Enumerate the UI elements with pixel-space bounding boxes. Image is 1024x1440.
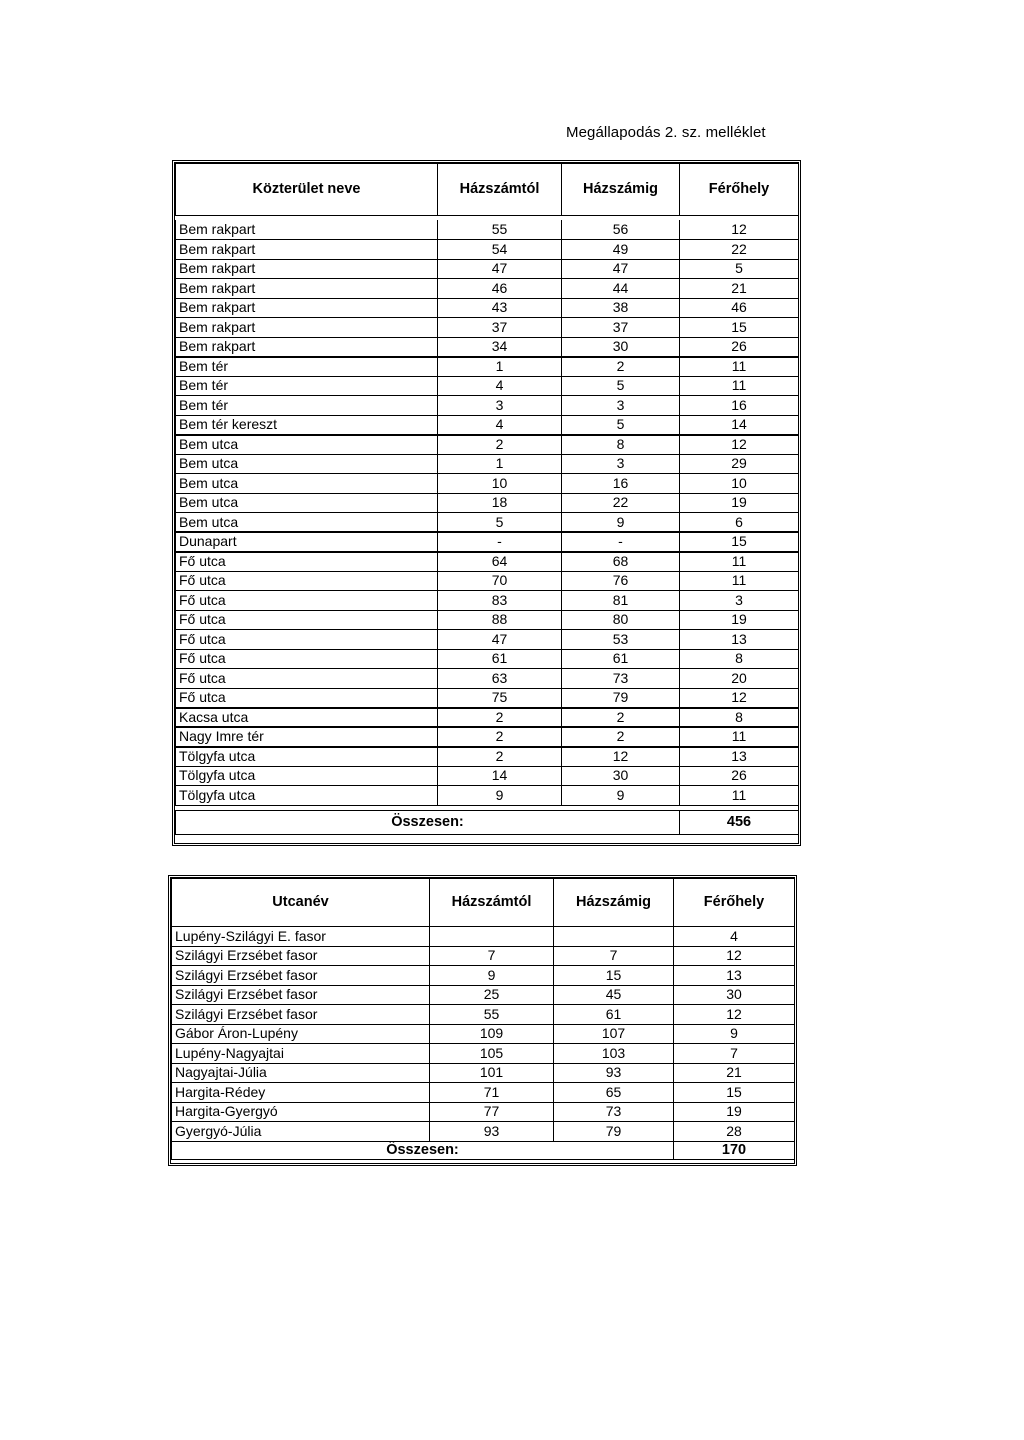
table-row: [176, 786, 799, 806]
table-row: [172, 966, 795, 986]
table-row: [176, 454, 799, 474]
table-row: [176, 259, 799, 279]
cell-street: Bem tér: [176, 396, 438, 416]
cell-to: 8: [562, 435, 680, 455]
cell-from: 18: [438, 493, 562, 513]
cell-capacity: 15: [680, 532, 799, 552]
table-row: [176, 279, 799, 299]
col-header-to: Házszámig: [554, 879, 674, 927]
cell-street: Tölgyfa utca: [176, 786, 438, 806]
cell-street: Hargita-Gyergyó: [172, 1102, 430, 1122]
cell-to: 15: [554, 966, 674, 986]
table-body: [176, 220, 799, 805]
cell-street: Bem tér: [176, 376, 438, 396]
cell-from: 1: [438, 357, 562, 377]
cell-from: 1: [438, 454, 562, 474]
cell-capacity: 3: [680, 591, 799, 611]
table-row: [172, 927, 795, 947]
cell-from: 5: [438, 513, 562, 533]
table-row: [176, 220, 799, 240]
cell-from: 34: [438, 337, 562, 357]
cell-street: Fő utca: [176, 649, 438, 669]
cell-street: Kacsa utca: [176, 708, 438, 728]
cell-to: 45: [554, 985, 674, 1005]
table-row: [176, 474, 799, 494]
cell-street: Bem utca: [176, 454, 438, 474]
cell-to: 2: [562, 727, 680, 747]
cell-capacity: 11: [680, 552, 799, 572]
total-row: [176, 810, 799, 834]
cell-from: 77: [430, 1102, 554, 1122]
cell-from: 61: [438, 649, 562, 669]
total-value: 170: [674, 1141, 795, 1159]
cell-to: 68: [562, 552, 680, 572]
table-row: [176, 318, 799, 338]
cell-capacity: 12: [680, 688, 799, 708]
cell-capacity: 26: [680, 337, 799, 357]
cell-from: 9: [438, 786, 562, 806]
table-row: [176, 357, 799, 377]
cell-to: 73: [562, 669, 680, 689]
cell-street: Bem tér: [176, 357, 438, 377]
table-row: [176, 493, 799, 513]
cell-to: 9: [562, 513, 680, 533]
cell-capacity: 13: [680, 630, 799, 650]
cell-capacity: 6: [680, 513, 799, 533]
table-row: [176, 552, 799, 572]
cell-capacity: 28: [674, 1122, 795, 1142]
table-row: [176, 571, 799, 591]
cell-capacity: 19: [680, 493, 799, 513]
cell-street: Szilágyi Erzsébet fasor: [172, 985, 430, 1005]
cell-from: 105: [430, 1044, 554, 1064]
col-header-capacity: Férőhely: [680, 164, 799, 216]
cell-capacity: 11: [680, 357, 799, 377]
table-row: [172, 1083, 795, 1103]
col-header-to: Házszámig: [562, 164, 680, 216]
cell-capacity: 10: [680, 474, 799, 494]
cell-capacity: 11: [680, 376, 799, 396]
cell-street: Bem rakpart: [176, 259, 438, 279]
cell-from: 7: [430, 946, 554, 966]
cell-to: 44: [562, 279, 680, 299]
cell-street: Bem utca: [176, 513, 438, 533]
cell-street: Fő utca: [176, 630, 438, 650]
table-row: [176, 415, 799, 435]
cell-from: 64: [438, 552, 562, 572]
cell-street: Bem rakpart: [176, 220, 438, 240]
cell-from: 101: [430, 1063, 554, 1083]
cell-from: 47: [438, 630, 562, 650]
table-row: [172, 1063, 795, 1083]
cell-street: Nagyajtai-Júlia: [172, 1063, 430, 1083]
cell-capacity: 22: [680, 240, 799, 260]
col-header-from: Házszámtól: [430, 879, 554, 927]
cell-capacity: 21: [680, 279, 799, 299]
cell-street: Fő utca: [176, 552, 438, 572]
table-row: [172, 1044, 795, 1064]
cell-capacity: 21: [674, 1063, 795, 1083]
cell-from: 83: [438, 591, 562, 611]
cell-to: 73: [554, 1102, 674, 1122]
cell-from: 9: [430, 966, 554, 986]
cell-from: 25: [430, 985, 554, 1005]
cell-to: 7: [554, 946, 674, 966]
cell-from: 2: [438, 727, 562, 747]
cell-to: 3: [562, 396, 680, 416]
table-row: [172, 985, 795, 1005]
table-row: [176, 630, 799, 650]
cell-capacity: 4: [674, 927, 795, 947]
cell-from: 2: [438, 435, 562, 455]
cell-to: 79: [562, 688, 680, 708]
cell-to: 12: [562, 747, 680, 767]
cell-to: 61: [554, 1005, 674, 1025]
cell-street: Fő utca: [176, 610, 438, 630]
cell-capacity: 12: [680, 220, 799, 240]
total-label: Összesen:: [176, 810, 680, 834]
cell-capacity: 8: [680, 708, 799, 728]
cell-from: 46: [438, 279, 562, 299]
table-row: [176, 396, 799, 416]
cell-capacity: 14: [680, 415, 799, 435]
cell-from: 93: [430, 1122, 554, 1142]
cell-from: -: [438, 532, 562, 552]
cell-to: 76: [562, 571, 680, 591]
table-row: [176, 688, 799, 708]
cell-capacity: 7: [674, 1044, 795, 1064]
cell-from: 37: [438, 318, 562, 338]
cell-capacity: 19: [680, 610, 799, 630]
cell-street: Hargita-Rédey: [172, 1083, 430, 1103]
cell-from: 4: [438, 415, 562, 435]
cell-from: 3: [438, 396, 562, 416]
table-row: [176, 747, 799, 767]
table-row: [172, 1122, 795, 1142]
cell-to: 53: [562, 630, 680, 650]
cell-street: Szilágyi Erzsébet fasor: [172, 946, 430, 966]
cell-to: 47: [562, 259, 680, 279]
table-row: [176, 766, 799, 786]
cell-street: Szilágyi Erzsébet fasor: [172, 1005, 430, 1025]
cell-to: 30: [562, 337, 680, 357]
table-row: [176, 240, 799, 260]
cell-capacity: 8: [680, 649, 799, 669]
cell-to: 3: [562, 454, 680, 474]
cell-capacity: 11: [680, 786, 799, 806]
cell-to: 79: [554, 1122, 674, 1142]
cell-street: Nagy Imre tér: [176, 727, 438, 747]
table-row: [176, 532, 799, 552]
cell-from: 2: [438, 747, 562, 767]
cell-capacity: 46: [680, 298, 799, 318]
table-row: [176, 435, 799, 455]
table-row: [176, 337, 799, 357]
cell-to: 81: [562, 591, 680, 611]
cell-street: Bem rakpart: [176, 240, 438, 260]
cell-capacity: 11: [680, 571, 799, 591]
table-row: [176, 649, 799, 669]
cell-to: 49: [562, 240, 680, 260]
cell-to: -: [562, 532, 680, 552]
cell-from: 4: [438, 376, 562, 396]
cell-to: 5: [562, 376, 680, 396]
cell-from: 14: [438, 766, 562, 786]
table-row: [172, 1102, 795, 1122]
cell-capacity: 5: [680, 259, 799, 279]
cell-from: 55: [438, 220, 562, 240]
cell-street: Fő utca: [176, 571, 438, 591]
cell-street: Fő utca: [176, 688, 438, 708]
cell-capacity: 30: [674, 985, 795, 1005]
cell-to: 56: [562, 220, 680, 240]
cell-capacity: 15: [674, 1083, 795, 1103]
cell-capacity: 20: [680, 669, 799, 689]
table-row: [176, 727, 799, 747]
cell-to: 93: [554, 1063, 674, 1083]
cell-capacity: 9: [674, 1024, 795, 1044]
cell-from: 55: [430, 1005, 554, 1025]
table-row: [176, 376, 799, 396]
table-row: [172, 946, 795, 966]
cell-to: 2: [562, 357, 680, 377]
cell-to: 30: [562, 766, 680, 786]
cell-from: [430, 927, 554, 947]
cell-street: Tölgyfa utca: [176, 766, 438, 786]
table-body: [172, 927, 795, 1142]
total-value: 456: [680, 810, 799, 834]
cell-street: Lupény-Nagyajtai: [172, 1044, 430, 1064]
cell-capacity: 11: [680, 727, 799, 747]
cell-capacity: 26: [680, 766, 799, 786]
cell-street: Bem utca: [176, 474, 438, 494]
table-row: [176, 513, 799, 533]
cell-street: Bem tér kereszt: [176, 415, 438, 435]
cell-to: [554, 927, 674, 947]
cell-to: 37: [562, 318, 680, 338]
cell-to: 103: [554, 1044, 674, 1064]
col-header-street: Utcanév: [172, 879, 430, 927]
cell-street: Gyergyó-Júlia: [172, 1122, 430, 1142]
table-row: [172, 1005, 795, 1025]
table-row: [176, 708, 799, 728]
cell-to: 107: [554, 1024, 674, 1044]
cell-from: 70: [438, 571, 562, 591]
cell-from: 2: [438, 708, 562, 728]
cell-street: Gábor Áron-Lupény: [172, 1024, 430, 1044]
cell-street: Fő utca: [176, 669, 438, 689]
cell-capacity: 29: [680, 454, 799, 474]
cell-capacity: 19: [674, 1102, 795, 1122]
cell-from: 71: [430, 1083, 554, 1103]
cell-street: Dunapart: [176, 532, 438, 552]
cell-to: 65: [554, 1083, 674, 1103]
cell-to: 38: [562, 298, 680, 318]
cell-capacity: 16: [680, 396, 799, 416]
cell-from: 88: [438, 610, 562, 630]
cell-street: Bem rakpart: [176, 298, 438, 318]
cell-capacity: 13: [680, 747, 799, 767]
cell-to: 16: [562, 474, 680, 494]
cell-capacity: 13: [674, 966, 795, 986]
parking-table-2: [168, 875, 797, 1166]
cell-to: 5: [562, 415, 680, 435]
cell-street: Bem utca: [176, 435, 438, 455]
col-header-from: Házszámtól: [438, 164, 562, 216]
col-header-street: Közterület neve: [176, 164, 438, 216]
cell-capacity: 12: [674, 946, 795, 966]
cell-capacity: 15: [680, 318, 799, 338]
cell-capacity: 12: [674, 1005, 795, 1025]
cell-street: Bem rakpart: [176, 279, 438, 299]
cell-from: 47: [438, 259, 562, 279]
cell-from: 109: [430, 1024, 554, 1044]
total-label: Összesen:: [172, 1141, 674, 1159]
total-row: [172, 1141, 795, 1159]
cell-street: Lupény-Szilágyi E. fasor: [172, 927, 430, 947]
cell-street: Tölgyfa utca: [176, 747, 438, 767]
cell-to: 80: [562, 610, 680, 630]
parking-table-1: [172, 160, 801, 846]
cell-capacity: 12: [680, 435, 799, 455]
cell-to: 22: [562, 493, 680, 513]
cell-street: Szilágyi Erzsébet fasor: [172, 966, 430, 986]
table-row: [176, 669, 799, 689]
table-row: [176, 610, 799, 630]
cell-from: 54: [438, 240, 562, 260]
header-note: Megállapodás 2. sz. melléklet: [566, 124, 766, 141]
table-row: [172, 1024, 795, 1044]
col-header-capacity: Férőhely: [674, 879, 795, 927]
cell-street: Fő utca: [176, 591, 438, 611]
cell-street: Bem rakpart: [176, 318, 438, 338]
cell-to: 61: [562, 649, 680, 669]
cell-from: 75: [438, 688, 562, 708]
table-header-row: [176, 164, 799, 216]
table-row: [176, 591, 799, 611]
cell-from: 10: [438, 474, 562, 494]
cell-street: Bem utca: [176, 493, 438, 513]
cell-street: Bem rakpart: [176, 337, 438, 357]
table-row: [176, 298, 799, 318]
table-header-row: [172, 879, 795, 927]
cell-from: 43: [438, 298, 562, 318]
cell-to: 9: [562, 786, 680, 806]
cell-from: 63: [438, 669, 562, 689]
cell-to: 2: [562, 708, 680, 728]
